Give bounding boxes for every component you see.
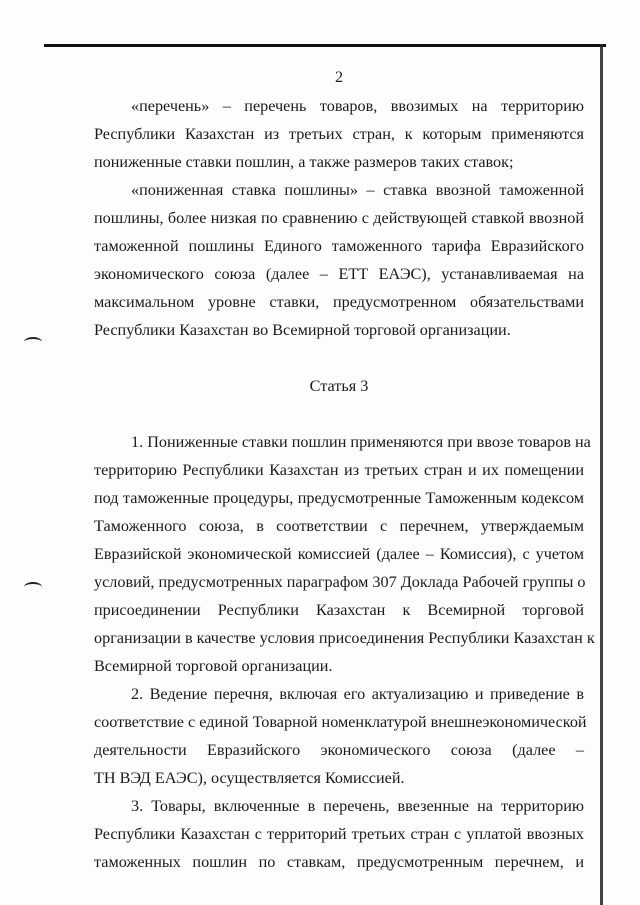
text-line: Таможенного союза, в соответствии с перечнем, утверждаемым (94, 517, 584, 535)
text-line: соответствие с единой Товарной номенклатурой внешнеэкономической (94, 713, 587, 731)
article-heading: Статья 3 (309, 377, 369, 395)
text-line: Всемирной торговой организации. (94, 657, 333, 675)
text-line: Евразийской экономической комиссией (далее – Комиссия), с учетом (94, 545, 584, 563)
text-line: условий, предусмотренных параграфом 307 Доклада Рабочей группы о (94, 573, 586, 591)
paragraph-article-3-clause-1 (94, 428, 595, 680)
blank-line (94, 344, 584, 372)
text-line: деятельности Евразийского экономического союза (далее – (94, 741, 584, 759)
punch-hole-mark (24, 337, 42, 347)
text-line: 3. Товары, включенные в перечень, ввезенные на территорию (131, 797, 584, 815)
text-line: присоединении Республики Казахстан к Всемирной торговой (94, 601, 584, 619)
paragraph-article-3-clause-2 (94, 680, 587, 792)
text-line: организации в качестве условия присоединения Республики Казахстан к (94, 629, 595, 647)
text-line: пошлины, более низкая по сравнению с действующей ставкой ввозной (94, 209, 584, 227)
text-line: таможенных пошлин по ставкам, предусмотренным перечнем, и (94, 853, 584, 871)
text-line: территорию Республики Казахстан из третьих стран и их помещении (94, 461, 584, 479)
text-line: «перечень» – перечень товаров, ввозимых на территорию (131, 97, 584, 115)
text-line: под таможенные процедуры, предусмотренные Таможенным кодексом (94, 489, 584, 507)
text-line: максимальном уровне ставки, предусмотренном обязательствами (94, 293, 584, 311)
text-line: «пониженная ставка пошлины» – ставка ввозной таможенной (131, 181, 584, 199)
scan-edge-top (44, 44, 606, 47)
page-number: 2 (334, 68, 344, 86)
paragraph-definition-rate (94, 176, 584, 344)
paragraph-definition-list (94, 92, 584, 176)
text-line: экономического союза (далее – ЕТТ ЕАЭС), устанавливаемая на (94, 265, 584, 283)
paragraph-article-3-clause-3 (94, 792, 584, 876)
text-line: 1. Пониженные ставки пошлин применяются при ввозе товаров на (131, 433, 591, 451)
document-body (94, 92, 595, 876)
text-line: пониженные ставки пошлин, а также размеров таких ставок; (94, 153, 514, 171)
text-line: Республики Казахстан во Всемирной торговой организации. (94, 321, 511, 339)
blank-line (94, 400, 584, 428)
punch-hole-mark (24, 582, 42, 592)
text-line: таможенной пошлины Единого таможенного тарифа Евразийского (94, 237, 584, 255)
text-line: Республики Казахстан из третьих стран, к которым применяются (94, 125, 584, 143)
scan-edge-right (600, 44, 603, 905)
text-line: Республики Казахстан с территорий третьих стран с уплатой ввозных (94, 825, 584, 843)
text-line: 2. Ведение перечня, включая его актуализацию и приведение в (131, 685, 584, 703)
text-line: ТН ВЭД ЕАЭС), осуществляется Комиссией. (94, 769, 405, 787)
